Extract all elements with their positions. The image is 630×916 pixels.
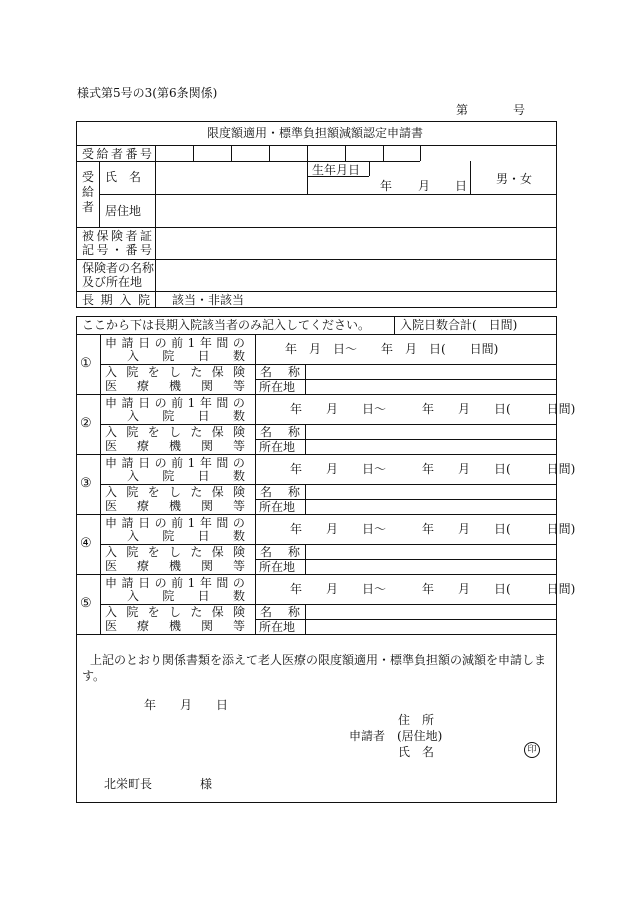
residence-input[interactable] — [156, 195, 556, 226]
birthdate-label: 生年月日 — [312, 163, 361, 177]
facility-name-label: 名 称 — [260, 545, 300, 559]
declaration-text-line1: 上記のとおり関係書類を添えて老人医療の限度額適用・標準負担額の減額を申請しま — [90, 653, 547, 667]
facility-address-input[interactable] — [306, 380, 556, 393]
seal-mark: 印 — [524, 742, 540, 758]
period-label-line2: 入 院 日 数 — [127, 469, 245, 483]
applicant-label: 申請者 (居住地) — [349, 729, 443, 743]
facility-address-input[interactable] — [306, 620, 556, 633]
facility-address-label: 所在地 — [259, 620, 296, 634]
facility-name-label: 名 称 — [260, 605, 300, 619]
facility-name-input[interactable] — [306, 545, 556, 558]
facility-label-line1: 入 院 を し た 保 険 — [105, 365, 245, 379]
facility-label-line1: 入 院 を し た 保 険 — [105, 425, 245, 439]
period-label-line2: 入 院 日 数 — [127, 409, 245, 423]
facility-label-line2: 医 療 機 関 等 — [105, 499, 245, 513]
period-label-line1: 申 請 日 の 前 1 年 間 の — [105, 456, 245, 470]
insurer-label-2: 及び所在地 — [82, 275, 143, 289]
date-range[interactable]: 年 月 日～ 年 月 日( 日間) — [290, 522, 576, 536]
period-label-line1: 申 請 日 の 前 1 年 間 の — [105, 516, 245, 530]
facility-address-input[interactable] — [306, 560, 556, 573]
facility-address-label: 所在地 — [259, 380, 296, 394]
long-stay-selector[interactable]: 該当・非該当 — [172, 293, 245, 307]
period-label-line2: 入 院 日 数 — [127, 529, 245, 543]
long-stay-instruction: ここから下は長期入院該当者のみ記入してください。 — [82, 318, 371, 332]
insurer-label-1: 保険者の名称 — [82, 261, 155, 275]
recipient-number-input[interactable] — [155, 145, 420, 161]
insured-cert-label-2: 記 号 ・ 番 号 — [82, 243, 152, 257]
total-days-label[interactable]: 入院日数合計( 日間) — [400, 318, 518, 332]
entry-number: ② — [80, 416, 92, 431]
birth-month: 月 — [418, 179, 431, 193]
insured-cert-label-1: 被 保 険 者 証 — [82, 229, 152, 243]
name-label: 氏 名 — [105, 170, 142, 184]
number-suffix: 号 — [513, 103, 526, 117]
entry-number: ① — [80, 356, 92, 371]
date-range[interactable]: 年 月 日～ 年 月 日( 日間) — [290, 462, 576, 476]
period-label-line2: 入 院 日 数 — [127, 349, 245, 363]
entry-number: ④ — [80, 536, 92, 551]
facility-label-line2: 医 療 機 関 等 — [105, 619, 245, 633]
facility-name-input[interactable] — [306, 425, 556, 438]
facility-label-line1: 入 院 を し た 保 険 — [105, 545, 245, 559]
period-label-line2: 入 院 日 数 — [127, 589, 245, 603]
birth-day: 日 — [455, 179, 468, 193]
recipient-side-label: 受 給 者 — [82, 170, 95, 214]
period-label-line1: 申 請 日 の 前 1 年 間 の — [105, 576, 245, 590]
facility-name-input[interactable] — [306, 365, 556, 378]
number-prefix: 第 — [456, 103, 469, 117]
entry-number: ⑤ — [80, 596, 92, 611]
period-label-line1: 申 請 日 の 前 1 年 間 の — [105, 396, 245, 410]
facility-name-label: 名 称 — [260, 425, 300, 439]
date-range[interactable]: 年 月 日～ 年 月 日( 日間) — [285, 342, 499, 356]
facility-name-label: 名 称 — [260, 485, 300, 499]
facility-name-label: 名 称 — [260, 365, 300, 379]
residence-label: 居住地 — [105, 204, 142, 218]
facility-label-line2: 医 療 機 関 等 — [105, 379, 245, 393]
facility-address-label: 所在地 — [259, 500, 296, 514]
period-label-line1: 申 請 日 の 前 1 年 間 の — [105, 336, 245, 350]
facility-address-input[interactable] — [306, 440, 556, 453]
addressee: 北栄町長 様 — [104, 777, 213, 791]
ch: 受 — [82, 147, 95, 161]
facility-label-line2: 医 療 機 関 等 — [105, 439, 245, 453]
date-range[interactable]: 年 月 日～ 年 月 日( 日間) — [290, 582, 576, 596]
facility-label-line1: 入 院 を し た 保 険 — [105, 605, 245, 619]
date-range[interactable]: 年 月 日～ 年 月 日( 日間) — [290, 402, 576, 416]
facility-address-input[interactable] — [306, 500, 556, 513]
application-date[interactable]: 年 月 日 — [144, 698, 229, 712]
entry-number: ③ — [80, 476, 92, 491]
insured-cert-input[interactable] — [156, 228, 556, 258]
facility-address-label: 所在地 — [259, 440, 296, 454]
facility-name-input[interactable] — [306, 605, 556, 618]
facility-name-input[interactable] — [306, 485, 556, 498]
birth-year: 年 — [380, 179, 393, 193]
declaration-text-line2: す。 — [82, 669, 106, 683]
gender-selector[interactable]: 男・女 — [496, 172, 533, 186]
applicant-address-label: 住 所 — [398, 713, 435, 727]
form-number: 様式第5号の3(第6条関係) — [77, 86, 218, 100]
name-input[interactable] — [156, 162, 306, 194]
recipient-number-label: 受 給 者 番 号 — [82, 147, 152, 161]
long-stay-label: 長 期 入 院 — [82, 293, 150, 307]
form-title: 限度額適用・標準負担額減額認定申請書 — [207, 126, 424, 140]
applicant-name-label: 氏 名 — [398, 745, 435, 759]
facility-label-line2: 医 療 機 関 等 — [105, 559, 245, 573]
facility-address-label: 所在地 — [259, 560, 296, 574]
facility-label-line1: 入 院 を し た 保 険 — [105, 485, 245, 499]
insurer-input[interactable] — [156, 260, 556, 290]
